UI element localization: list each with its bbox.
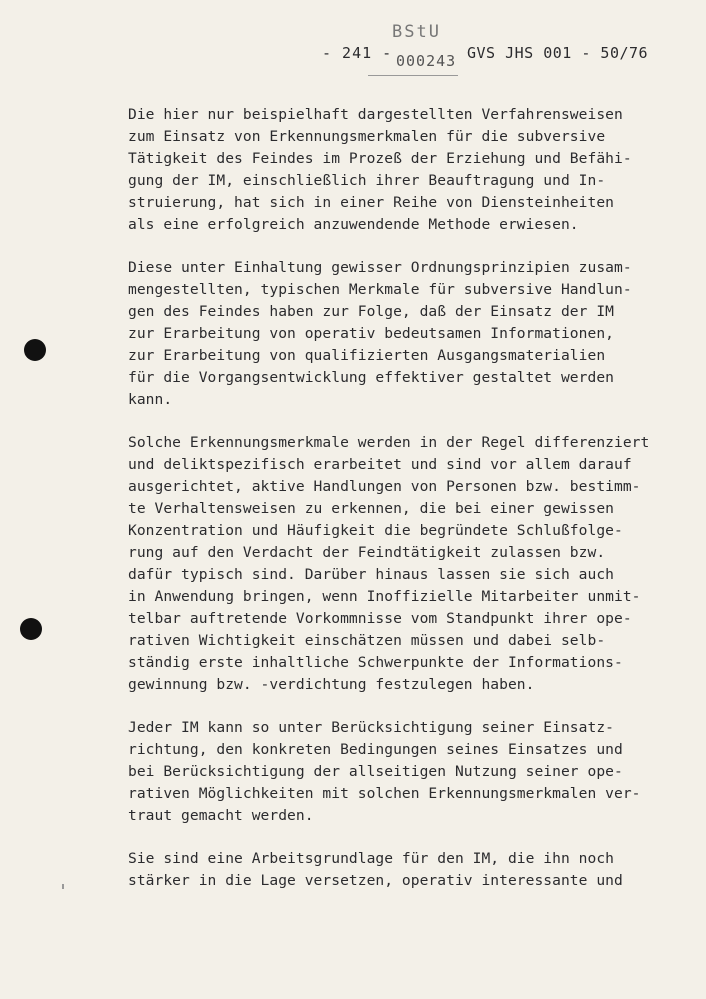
text-line: struierung, hat sich in einer Reihe von Diensteinheiten	[128, 194, 614, 211]
text-line: ständig erste inhaltliche Schwerpunkte der Informations-	[128, 654, 623, 671]
punch-hole-lower	[20, 618, 42, 640]
text-line: für die Vorgangsentwicklung effektiver gestaltet werden	[128, 369, 614, 386]
text-line: in Anwendung bringen, wenn Inoffizielle Mitarbeiter unmit-	[128, 588, 641, 605]
text-line: Die hier nur beispielhaft dargestellten Verfahrensweisen	[128, 106, 623, 123]
text-line: mengestellten, typischen Merkmale für subversive Handlun-	[128, 281, 632, 298]
text-line: als eine erfolgreich anzuwendende Methode erwiesen.	[128, 216, 579, 233]
text-line: rativen Wichtigkeit einschätzen müssen und dabei selb-	[128, 632, 606, 649]
text-line: zur Erarbeitung von qualifizierten Ausgangsmaterialien	[128, 347, 606, 364]
text-line: Konzentration und Häufigkeit die begründete Schlußfolge-	[128, 522, 623, 539]
archive-stamp-label: BStU	[392, 22, 441, 42]
paragraph-4	[128, 717, 658, 827]
text-line: gen des Feindes haben zur Folge, daß der Einsatz der IM	[128, 303, 614, 320]
text-line: gung der IM, einschließlich ihrer Beauftragung und In-	[128, 172, 606, 189]
paragraph-1	[128, 104, 658, 236]
stamp-underline	[368, 75, 458, 76]
paragraph-3	[128, 432, 658, 696]
text-line: Solche Erkennungsmerkmale werden in der Regel differenziert	[128, 434, 650, 451]
paragraph-5	[128, 848, 658, 892]
paragraph-2	[128, 257, 658, 411]
text-line: Jeder IM kann so unter Berücksichtigung seiner Einsatz-	[128, 719, 614, 736]
text-line: bei Berücksichtigung der allseitigen Nutzung seiner ope-	[128, 763, 623, 780]
text-line: rativen Möglichkeiten mit solchen Erkennungsmerkmalen ver-	[128, 785, 641, 802]
text-line: traut gemacht werden.	[128, 807, 314, 824]
text-line: zum Einsatz von Erkennungsmerkmalen für die subversive	[128, 128, 606, 145]
text-line: gewinnung bzw. -verdichtung festzulegen haben.	[128, 676, 535, 693]
text-line: stärker in die Lage versetzen, operativ interessante und	[128, 872, 623, 889]
text-line: dafür typisch sind. Darüber hinaus lassen sie sich auch	[128, 566, 614, 583]
body-text	[128, 104, 658, 913]
text-line: ausgerichtet, aktive Handlungen von Personen bzw. bestimm-	[128, 478, 641, 495]
punch-hole-upper	[24, 339, 46, 361]
text-line: und deliktspezifisch erarbeitet und sind vor allem darauf	[128, 456, 632, 473]
page-header	[0, 22, 706, 82]
text-line: te Verhaltensweisen zu erkennen, die bei einer gewissen	[128, 500, 614, 517]
text-line: kann.	[128, 391, 173, 408]
text-line: zur Erarbeitung von operativ bedeutsamen Informationen,	[128, 325, 614, 342]
text-line: richtung, den konkreten Bedingungen seines Einsatzes und	[128, 741, 623, 758]
paper-speck	[62, 884, 64, 889]
text-line: Diese unter Einhaltung gewisser Ordnungsprinzipien zusam-	[128, 259, 632, 276]
text-line: Tätigkeit des Feindes im Prozeß der Erziehung und Befähi-	[128, 150, 632, 167]
archive-stamp-number: 000243	[396, 52, 457, 70]
text-line: Sie sind eine Arbeitsgrundlage für den IM, die ihn noch	[128, 850, 614, 867]
page-number: - 241 -	[322, 44, 393, 62]
text-line: telbar auftretende Vorkommnisse vom Standpunkt ihrer ope-	[128, 610, 632, 627]
document-reference: GVS JHS 001 - 50/76	[467, 44, 649, 62]
text-line: rung auf den Verdacht der Feindtätigkeit zulassen bzw.	[128, 544, 606, 561]
